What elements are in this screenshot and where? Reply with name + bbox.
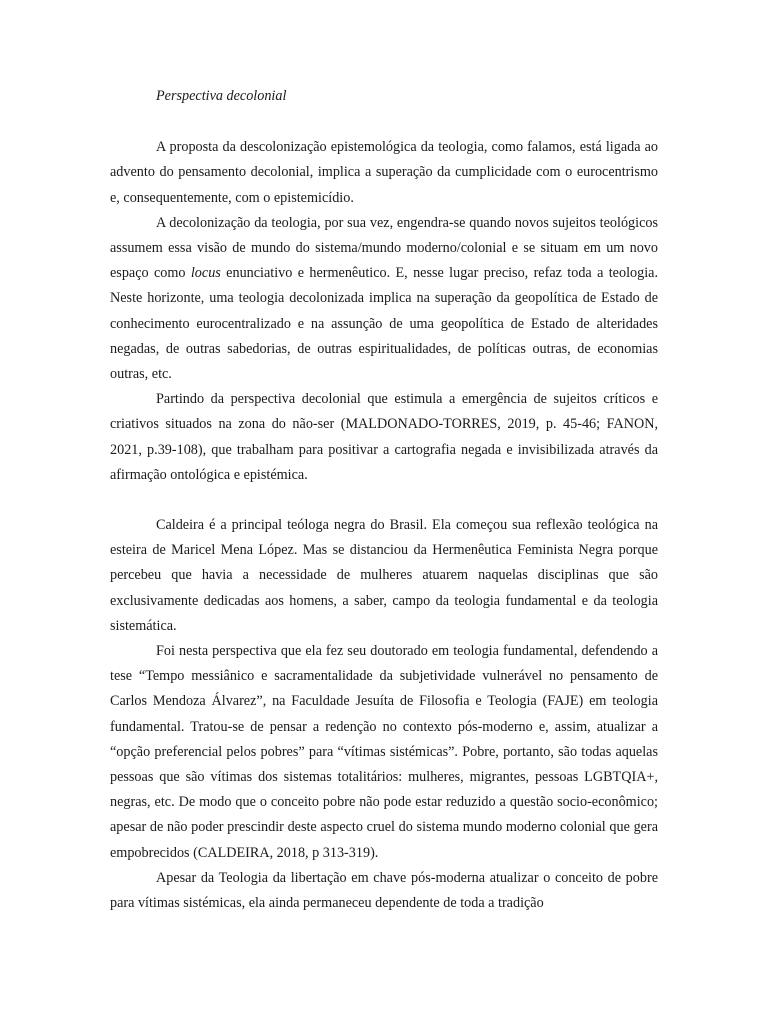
paragraph-descolonizacao: A proposta da descolonização epistemológica da teologia, como falamos, está ligada ao advento do pensamento decolonial, implica a superação da cumplicidade com o eurocentrismo e, consequentemente, com o epistemicídio. [110,139,658,206]
section-heading: Perspectiva decolonial [156,88,287,104]
paragraph-perspectiva-decolonial: Partindo da perspectiva decolonial que estimula a emergência de sujeitos críticos e criativos situados na zona do não-ser (MALDONADO-TORRES, 2019, p. 45-46; FANON, 2021, p.39-108), que trabalham para positivar a cartografia negada e invisibilizada através da afirmação ontológica e epistémica. [110,391,658,483]
paragraph-teologia-libertacao: Apesar da Teologia da libertação em chave pós-moderna atualizar o conceito de pobre para vítimas sistémicas, ela ainda permaneceu dependente de toda a tradição [110,869,658,912]
paragraph-decolonizacao-teologia [110,211,658,387]
section-spacer [110,488,658,513]
paragraph-text-after-italic: enunciativo e hermenêutico. E, nesse lugar preciso, refaz toda a teologia. Neste horizonte, uma teologia decolonizada implica na superação da geopolítica de Estado de conhecimento eurocentralizado e na assunção de uma geopolítica de Estado de alteridades negadas, de outras sabedorias, de outras espiritualidades, de políticas outras, de economias outras, etc. [110,265,658,383]
italic-term-locus: locus [190,265,221,282]
paragraph-text-before-italic: A decolonização da teologia, por sua vez, engendra-se quando novos sujeitos teológicos assumem essa visão de mundo do sistema/mundo moderno/colonial e se situam em um novo espaço como [110,214,658,282]
paragraph-caldeira: Caldeira é a principal teóloga negra do Brasil. Ela começou sua reflexão teológica na esteira de Maricel Mena López. Mas se distanciou da Hermenêutica Feminista Negra porque percebeu que havia a necessidade de mulheres atuarem naquelas disciplinas que são exclusivamente dedicadas aos homens, a saber, campo da teologia fundamental e da teologia sistemática. [110,517,658,634]
heading-spacer [110,109,658,135]
paragraph-doutorado: Foi nesta perspectiva que ela fez seu doutorado em teologia fundamental, defendendo a tese “Tempo messiânico e sacramentalidade da subjetividade vulnerável no pensamento de Carlos Mendoza Álvarez”, na Faculdade Jesuíta de Filosofia e Teologia (FAJE) em teologia fundamental. Tratou-se de pensar a redenção no contexto pós-moderno e, assim, atualizar a “opção preferencial pelos pobres” para “vítimas sistémicas”. Pobre, portanto, são todas aquelas pessoas que são vítimas dos sistemas totalitários: mulheres, migrantes, pessoas LGBTQIA+, negras, etc. De modo que o conceito pobre não pode estar reduzido a questão socio-econômico; apesar de não poder prescindir deste aspecto cruel do sistema mundo moderno colonial que gera empobrecidos (CALDEIRA, 2018, p 313-319). [110,643,658,861]
document-body [110,84,658,916]
